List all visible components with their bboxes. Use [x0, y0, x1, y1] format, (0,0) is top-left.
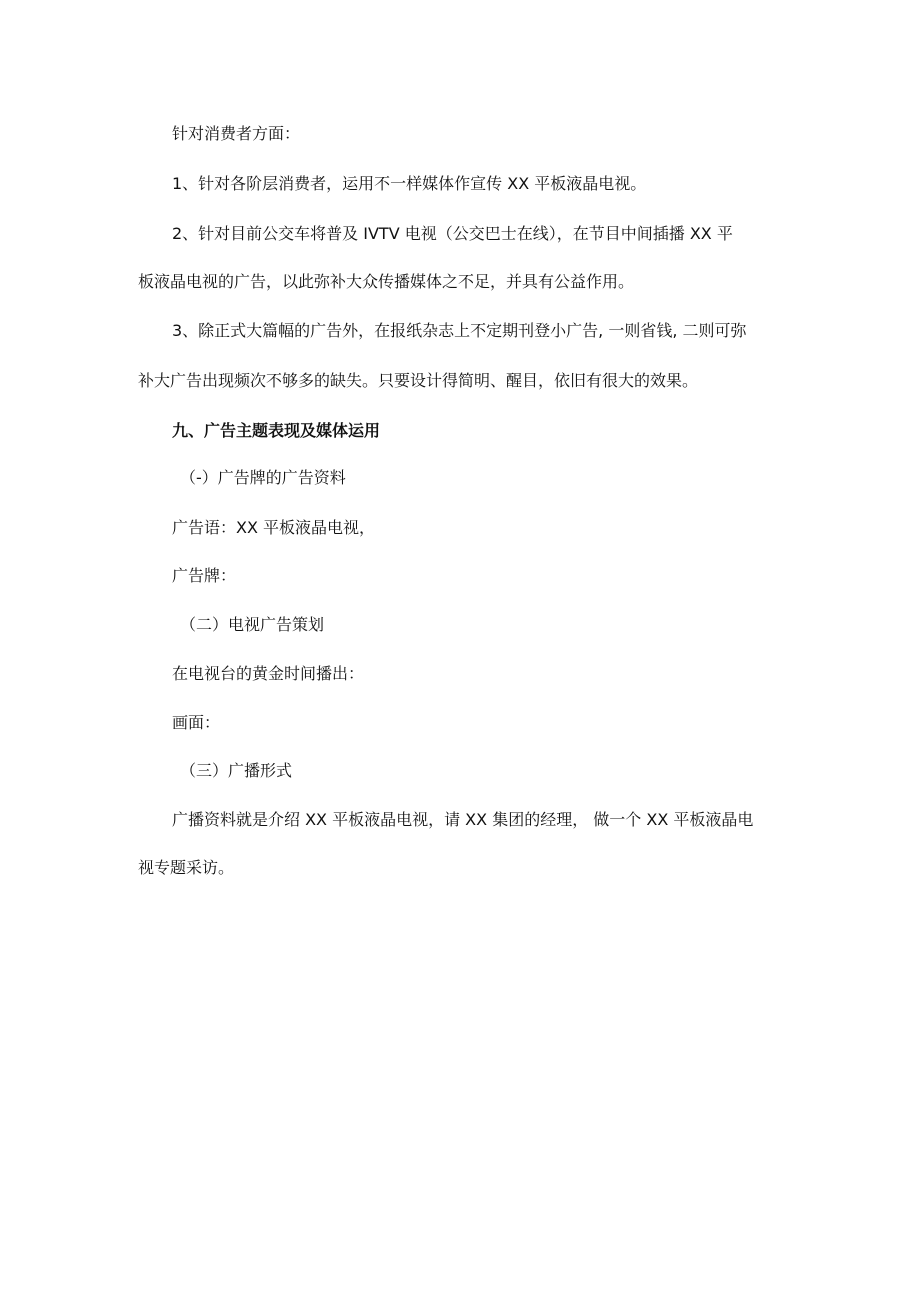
subsection-heading-2: （二）电视广告策划 [180, 615, 325, 634]
billboard-line: 广告牌： [172, 566, 237, 585]
subsection-heading-3: （三）广播形式 [180, 761, 293, 780]
consumer-heading: 针对消费者方面： [172, 124, 301, 143]
scene-line: 画面： [172, 713, 221, 732]
radio-line-1: 广播资料就是介绍 XX 平板液晶电视，请 XX 集团的经理， 做一个 XX 平板液晶电 [172, 810, 754, 829]
subsection-heading-1: （-）广告牌的广告资料 [180, 468, 346, 487]
list-item-3-line-2: 补大广告出现频次不够多的缺失。只要设计得简明、醒目，依旧有很大的效果。 [138, 371, 699, 390]
list-item-3-line-1: 3、除正式大篇幅的广告外，在报纸杂志上不定期刊登小广告, 一则省钱, 二则可弥 [172, 321, 747, 340]
section-heading-nine: 九、广告主题表现及媒体运用 [172, 421, 381, 440]
radio-line-2: 视专题采访。 [138, 858, 235, 877]
list-item-2-line-2: 板液晶电视的广告，以此弥补大众传播媒体之不足，并具有公益作用。 [138, 272, 635, 291]
tv-time-line: 在电视台的黄金时间播出： [172, 664, 365, 683]
list-item-2-line-1: 2、针对目前公交车将普及 IVTV 电视（公交巴士在线），在节目中间插播 XX 平 [172, 224, 733, 243]
slogan-line: 广告语：XX 平板液晶电视， [172, 518, 376, 537]
list-item-1: 1、针对各阶层消费者，运用不一样媒体作宣传 XX 平板液晶电视。 [172, 174, 647, 193]
